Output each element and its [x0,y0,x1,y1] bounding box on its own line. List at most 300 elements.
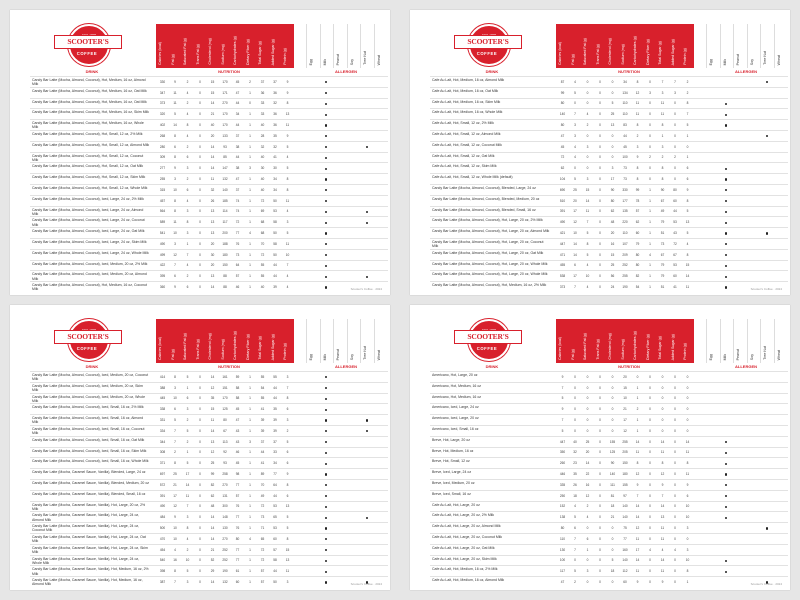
nutrition-value: 5 [186,374,189,379]
drink-name: Candy Bar Latte (Mocha, Almond, Coconut), Hot, Small, 12 oz, Coconut Milk [32,153,144,162]
nutrition-value: 3 [174,385,176,390]
drink-name: Candy Bar Latte (Mocha, Almond, Coconut), Iced, Large, 24 oz, 2% Milk [32,196,144,201]
nutrition-value: 140 [609,472,616,477]
drink-name: Candy Bar Latte (Mocha, Almond, Coconut), Iced, Small, 16 oz, Whole Milk [32,459,149,464]
nutrition-column-header [644,319,658,363]
nutrition-value: 0 [611,90,614,95]
column-header-label: Calories (kcal) [158,337,162,360]
nutrition-value: 0 [199,90,201,95]
nutrition-value: 39 [273,418,277,423]
drink-name: Candy Bar Latte (Mocha, Caramel Sauce, Vanilla), Hot, Medium, 16 oz, Almond Milk [32,578,143,587]
nutrition-value: 36 [273,112,277,117]
nutrition-value: 11 [660,536,665,541]
nutrition-value: 252 [622,263,628,268]
nutrition-value: 18 [573,493,577,498]
nutrition-value: 47 [235,177,240,182]
nutrition-value: 14 [210,285,215,290]
drink-name: Americano, Hot, Medium, 16 oz [432,383,482,388]
nutrition-value: 7 [661,493,664,498]
allergen-dot [725,463,727,465]
nutrition-value: 58 [235,396,240,401]
nutrition-value: 0 [649,166,651,171]
nutrition-value: 6 [174,407,176,412]
nutrition-value: 8 [286,482,289,487]
nutrition-value: 697 [159,472,166,477]
drink-name: Cafe Au Lait, Hot, Large, 20 oz, Skim Milk [432,556,497,561]
nutrition-value: 7 [574,547,576,552]
nutrition-value: 6 [286,407,289,412]
nutrition-value: 8 [286,396,289,401]
nutrition-value: 8 [186,220,189,225]
nutrition-value: 15 [610,252,615,257]
nutrition-value: 12 [585,493,590,498]
nutrition-value: 5 [574,515,576,520]
nutrition-value: 15 [623,385,627,390]
nutrition-value: 0 [199,580,201,585]
nutrition-value: 147 [222,166,228,171]
nutrition-value: 0 [599,144,601,149]
nutrition-value: 11 [660,450,665,455]
nutrition-value: 1 [249,428,251,433]
nutrition-value: 39 [260,418,265,423]
nutrition-value: 20 [573,198,577,203]
nutrition-value: 10 [685,558,690,563]
nutrition-value: 0 [199,407,201,412]
logo-name: SCOOTER'S [54,330,122,344]
drink-section-title: DRINK [85,364,99,369]
nutrition-value: 8 [686,252,689,257]
nutrition-value: 6 [686,166,689,171]
nutrition-value: 0 [636,374,639,379]
nutrition-value: 160 [622,547,628,552]
allergen-dot [325,211,327,213]
drink-section-title: DRINK [85,69,99,74]
nutrition-value: 350 [559,450,566,455]
nutrition-value: 7 [186,504,189,509]
nutrition-value: 45 [623,144,627,149]
column-header-label: Dietary Fiber (g) [245,334,250,360]
nutrition-value: 2 [636,133,639,138]
drink-name: Breve, Hot, Medium, 16 oz [432,448,474,453]
nutrition-value: 44 [260,450,265,455]
nutrition-value: 1 [249,112,251,117]
nutrition-value: 8 [661,123,664,128]
nutrition-value: 5 [574,90,576,95]
nutrition-value: 470 [159,536,166,541]
nutrition-value: 0 [586,374,589,379]
nutrition-value: 140 [622,504,628,509]
nutrition-value: 2 [574,580,576,585]
nutrition-column-header [181,319,195,363]
nutrition-value: 0 [599,274,601,279]
nutrition-value: 44 [235,155,240,160]
nutrition-value: 0 [599,374,601,379]
nutrition-value: 0 [586,407,589,412]
nutrition-value: 0 [586,580,589,585]
nutrition-value: 70 [260,241,265,246]
nutrition-value: 99 [210,472,215,477]
nutrition-value: 2 [174,450,176,455]
nutrition-value: 0 [599,515,601,520]
allergen-dot [325,409,327,411]
allergen-dot [325,430,327,432]
nutrition-value: 5 [611,558,614,563]
nutrition-value: 70 [260,482,265,487]
allergen-dot [325,560,327,562]
nutrition-value: 0 [599,472,601,477]
nutrition-value: 130 [222,526,228,531]
nutrition-value: 0 [649,428,651,433]
allergen-dot [325,441,327,443]
nutrition-value: 0 [599,285,601,290]
nutrition-value: 7 [174,263,176,268]
nutrition-value: 79 [660,274,665,279]
nutrition-value: 8 [174,374,176,379]
nutrition-value: 373 [559,285,566,290]
allergen-dot [725,211,727,213]
allergen-column-header [374,319,390,363]
allergen-dot [325,452,327,454]
nutrition-column-header [581,24,595,68]
drink-name: Candy Bar Latte (Mocha, Almond, Coconut), Iced, Large, 24 oz, Skim Milk [32,240,147,244]
nutrition-value: 335 [559,482,566,487]
nutrition-value: 446 [559,472,566,477]
nutrition-value: 4 [686,241,689,246]
nutrition-value: 33 [260,112,265,117]
nutrition-value: 11 [173,220,177,225]
nutrition-value: 22 [585,472,590,477]
nutrition-value: 500 [159,526,166,531]
nutrition-page-4 [410,305,790,590]
nutrition-value: 209 [622,252,628,257]
nutrition-value: 20 [210,241,215,246]
nutrition-value: 0 [199,285,201,290]
nutrition-value: 15 [210,90,215,95]
nutrition-value: 2 [674,155,676,160]
nutrition-value: 80 [635,252,640,257]
nutrition-column-header [269,24,283,68]
nutrition-value: 35 [273,133,277,138]
nutrition-value: 0 [599,428,601,433]
nutrition-value: 88 [223,285,227,290]
nutrition-value: 79 [635,241,640,246]
drink-name: Americano, Iced, Large, 20 oz [432,416,479,421]
nutrition-value: 55 [260,263,265,268]
nutrition-value: 0 [199,450,201,455]
nutrition-value: 155 [609,439,616,444]
nutrition-value: 6 [686,177,689,182]
nutrition-value: 4 [249,536,251,541]
drink-name: Candy Bar Latte (Mocha, Caramel Sauce, Vanilla), Hot, Large, 20 oz, 2% Milk [32,502,146,511]
nutrition-value: 54 [260,385,265,390]
nutrition-value: 4 [186,90,189,95]
logo-sub: COFFEE [76,346,98,351]
nutrition-value: 73 [660,241,665,246]
drink-name: Candy Bar Latte (Mocha, Almond, Coconut), Hot, Small, 12 oz, Whole Milk [32,186,148,190]
column-header-label: Fat (g) [170,349,175,360]
nutrition-value: 25 [210,461,215,466]
nutrition-value: 3 [186,407,189,412]
nutrition-value: 0 [661,428,664,433]
nutrition-value: 72 [260,198,265,203]
nutrition-value: 0 [199,144,201,149]
nutrition-value: 5 [174,112,176,117]
nutrition-value: 0 [686,418,689,423]
nutrition-value: 0 [611,374,614,379]
nutrition-value: 8 [174,461,176,466]
nutrition-value: 0 [661,385,664,390]
nutrition-value: 12 [173,252,177,257]
nutrition-value: 6 [186,396,189,401]
nutrition-value: 9 [686,187,689,192]
nutrition-value: 57 [260,580,265,585]
nutrition-value: 13 [210,209,215,214]
nutrition-value: 65 [260,536,265,541]
nutrition-value: 68 [260,220,265,225]
allergen-dot [325,265,327,267]
nutrition-value: 40 [260,285,265,290]
nutrition-value: 8 [186,123,189,128]
nutrition-value: 8 [661,166,664,171]
column-header-label: Milk [722,58,727,65]
nutrition-value: 1 [649,274,651,279]
nutrition-value: 138 [559,515,566,520]
page-footer: Scooter's Coffee · 2024 [750,287,782,291]
nutrition-value: 4 [249,231,251,236]
allergen-dot [325,243,327,245]
nutrition-value: 87 [560,79,565,84]
column-header-label: Egg [309,58,313,65]
nutrition-value: 13 [285,112,290,117]
nutrition-column-header [169,319,183,363]
nutrition-value: 388 [159,385,166,390]
nutrition-value: 74 [235,209,240,214]
nutrition-value: 422 [159,263,166,268]
nutrition-value: 14 [210,166,215,171]
drink-name: Candy Bar Latte (Mocha, Almond, Coconut), Hot, Medium, 16 oz, 2% Milk [432,283,547,288]
nutrition-value: 0 [649,396,651,401]
drink-name: Candy Bar Latte (Mocha, Almond, Coconut), Iced, Medium, 20 oz, Skim Milk [32,383,143,393]
nutrition-value: 43 [673,231,677,236]
nutrition-value: 0 [674,580,676,585]
allergen-dot [325,517,327,519]
nutrition-value: 277 [159,166,166,171]
nutrition-value: 44 [273,493,277,498]
nutrition-value: 14 [573,241,577,246]
nutrition-value: 1 [186,241,189,246]
nutrition-value: 445 [159,396,166,401]
nutrition-value: 484 [159,515,166,520]
nutrition-value: 4 [574,79,576,84]
allergen-dot [725,200,727,202]
nutrition-value: 0 [249,101,251,106]
nutrition-value: 111 [610,482,615,487]
allergen-dot [725,103,727,105]
nutrition-value: 72 [260,547,265,552]
nutrition-value: 0 [199,547,201,552]
nutrition-value: 11 [660,569,665,574]
column-header-label: Sodium (mg) [220,339,225,360]
nutrition-value: 13 [210,220,215,225]
nutrition-value: 7 [286,385,289,390]
nutrition-column-header [269,319,283,363]
nutrition-value: 47 [560,580,565,585]
nutrition-page-2 [410,10,790,295]
nutrition-value: 9 [636,580,639,585]
column-header-label: Fat (g) [170,54,175,65]
nutrition-value: 47 [560,133,565,138]
nutrition-value: 0 [674,396,676,401]
logo-sub: COFFEE [476,346,498,351]
nutrition-value: 51 [660,285,665,290]
nutrition-value: 72 [260,252,265,257]
nutrition-column-header [169,24,183,68]
nutrition-value: 1 [249,493,251,498]
nutrition-value: 11 [685,472,690,477]
nutrition-value: 13 [210,231,215,236]
nutrition-value: 14 [210,428,215,433]
nutrition-value: 21 [210,547,215,552]
nutrition-value: 1 [249,472,251,477]
nutrition-value: 1 [249,144,251,149]
nutrition-column-header [619,24,633,68]
nutrition-value: 4 [186,263,189,268]
nutrition-value: 0 [199,101,201,106]
nutrition-value: 1 [649,220,651,225]
nutrition-value: 10 [685,504,690,509]
allergen-dot [725,265,727,267]
nutrition-value: 260 [559,461,566,466]
nutrition-value: 9 [636,482,639,487]
column-header-label: Fat (g) [570,349,575,360]
drink-name: Breve, Hot, Small, 12 oz [432,459,470,464]
nutrition-value: 0 [649,569,651,574]
nutrition-value: 170 [222,123,228,128]
nutrition-value: 14 [660,439,665,444]
nutrition-value: 107 [622,241,628,246]
nutrition-value: 151 [222,385,228,390]
nutrition-value: 73 [235,252,240,257]
column-header-label: Added Sugar (g) [670,38,675,65]
nutrition-value: 1 [686,580,689,585]
nutrition-value: 0 [674,482,676,487]
drink-name: Candy Bar Latte (Mocha, Almond, Coconut), Blended, Medium, 20 oz [432,196,540,201]
nutrition-value: 148 [222,515,228,520]
nutrition-value: 72 [560,155,565,160]
drink-name: Cafe Au Lait, Hot, Small, 12 oz, Coconut Milk [432,142,502,147]
nutrition-value: 8 [174,198,176,203]
nutrition-value: 3 [186,166,189,171]
nutrition-value: 80 [635,263,640,268]
nutrition-value: 20 [210,133,215,138]
nutrition-value: 1 [586,547,589,552]
nutrition-value: 12 [623,428,627,433]
nutrition-value: 32 [573,450,577,455]
nutrition-value: 0 [674,439,676,444]
nutrition-value: 130 [559,547,566,552]
allergen-dot [766,135,768,137]
nutrition-value: 1 [186,450,189,455]
nutrition-value: 67 [223,428,227,433]
nutrition-value: 5 [586,231,589,236]
nutrition-value: 25 [610,112,615,117]
nutrition-value: 14 [635,504,640,509]
nutrition-value: 29 [210,569,215,574]
allergen-dot [325,178,327,180]
nutrition-value: 1 [249,558,251,563]
column-header-label: Total Sugar (g) [258,41,262,65]
column-header-label: Trans Fat (g) [195,44,200,65]
nutrition-value: 8 [186,526,189,531]
nutrition-value: 4 [649,252,651,257]
nutrition-value: 0 [574,558,576,563]
nutrition-value: 73 [260,515,265,520]
nutrition-value: 4 [574,155,576,160]
column-header-label: Egg [709,353,713,360]
nutrition-value: 0 [686,396,689,401]
nutrition-value: 13 [210,274,215,279]
nutrition-value: 155 [622,482,628,487]
nutrition-value: 43 [235,428,240,433]
nutrition-value: 58 [273,220,277,225]
nutrition-value: 7 [661,79,664,84]
nutrition-value: 8 [636,79,639,84]
column-header-label: Wheat [776,54,781,65]
allergen-dot [325,200,327,202]
nutrition-value: 308 [159,450,166,455]
nutrition-value: 309 [159,155,166,160]
nutrition-value: 1 [636,396,639,401]
allergen-dot [725,495,727,497]
nutrition-value: 490 [159,504,166,509]
drink-name: Candy Bar Latte (Mocha, Almond, Coconut), Hot, Medium, 16 oz, Whole Milk [32,121,144,130]
drink-name: Candy Bar Latte (Mocha, Almond, Coconut), Iced, Large, 24 oz, Almond Milk [32,207,144,216]
nutrition-value: 7 [674,79,676,84]
nutrition-value: 125 [222,407,228,412]
allergen-dot [325,495,327,497]
nutrition-value: 0 [674,123,676,128]
nutrition-value: 1 [249,482,251,487]
allergen-dot [725,517,727,519]
nutrition-value: 499 [159,252,166,257]
allergen-dot [325,419,327,421]
nutrition-value: 0 [674,569,676,574]
nutrition-column-header [656,24,670,68]
nutrition-value: 50 [273,198,277,203]
nutrition-value: 0 [199,461,201,466]
nutrition-value: 564 [159,209,166,214]
nutrition-value: 49 [260,493,265,498]
nutrition-value: 0 [599,79,601,84]
nutrition-value: 3 [174,177,176,182]
drink-name: Candy Bar Latte (Mocha, Almond, Coconut), Iced, Small, 16 oz, Coconut Milk [32,427,145,436]
nutrition-value: 47 [235,90,240,95]
nutrition-value: 93 [223,144,227,149]
nutrition-value: 268 [159,133,166,138]
nutrition-value: 32 [260,144,265,149]
drink-name: Cafe Au Lait, Hot, Large, 20 oz, 2% Milk [432,513,495,518]
drink-name: Cafe Au Lait, Hot, Large, 20 oz, Almond Milk [432,524,501,529]
nutrition-value: 36 [273,123,277,128]
nutrition-value: 421 [559,231,566,236]
nutrition-value: 2 [586,504,589,509]
nutrition-value: 0 [674,112,676,117]
nutrition-value: 0 [599,461,601,466]
nutrition-value: 2 [186,79,189,84]
nutrition-value: 117 [222,220,228,225]
nutrition-column-header [606,24,620,68]
allergen-dot [725,232,727,234]
